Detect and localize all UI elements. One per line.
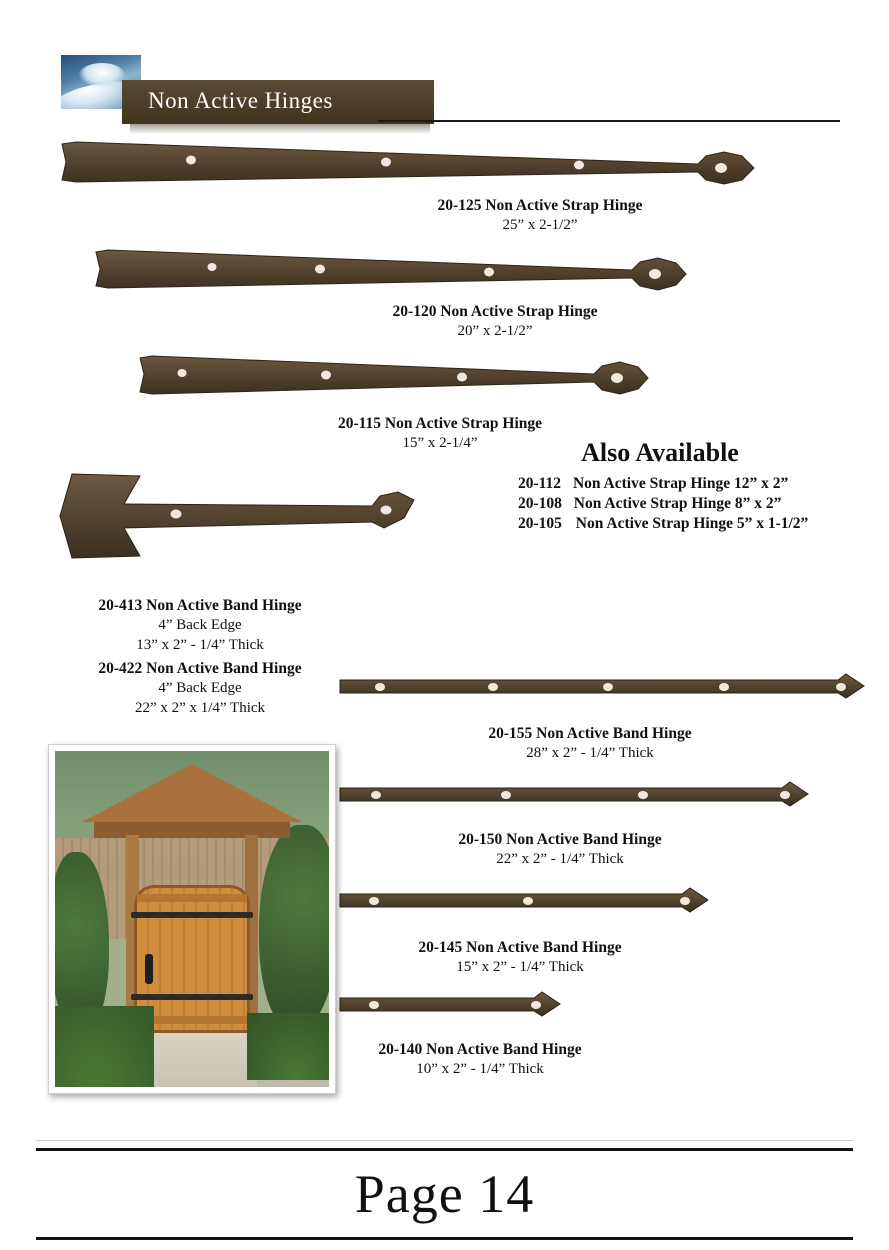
product-title: 20-150 Non Active Band Hinge [458,831,662,848]
product-code: 20-112 [518,475,562,492]
caption-20-120 [285,302,705,342]
product-back-edge: 4” Back Edge [158,617,242,634]
footer-divider [36,1140,853,1141]
caption-20-125 [330,196,750,236]
product-dimensions: 15” x 2-1/4” [402,435,478,452]
product-desc: Non Active Strap Hinge 8” x 2” [573,495,782,512]
product-dimensions: 15” x 2” - 1/4” Thick [456,959,584,976]
product-image-20-150 [338,780,818,818]
product-dimensions: 20” x 2-1/2” [457,323,533,340]
product-image-20-145 [338,886,718,924]
list-item [470,514,870,534]
list-item [470,474,870,494]
product-title: 20-140 Non Active Band Hinge [378,1041,582,1058]
product-dimensions: 25” x 2-1/2” [502,217,578,234]
product-image-20-125 [58,138,764,198]
also-available-heading: Also Available [581,438,739,467]
product-dimensions: 28” x 2” - 1/4” Thick [526,745,654,762]
gate-photo [55,751,329,1087]
product-dimensions: 13” x 2” - 1/4” Thick [136,637,264,654]
section-title: Non Active Hinges [148,88,333,113]
product-title: 20-115 Non Active Strap Hinge [337,415,543,432]
product-title: 20-155 Non Active Band Hinge [488,725,692,742]
product-title: 20-413 Non Active Band Hinge [98,597,302,614]
caption-20-422 [20,659,380,719]
product-title: 20-120 Non Active Strap Hinge [392,303,598,320]
product-back-edge: 4” Back Edge [158,680,242,697]
gate-photo-frame [48,744,336,1094]
section-title-banner [122,80,434,124]
product-image-20-140 [338,990,578,1028]
page-footer [36,1148,853,1240]
product-code: 20-105 [518,515,562,532]
product-title: 20-422 Non Active Band Hinge [98,660,302,677]
page-header [60,50,840,135]
product-image-20-155 [338,672,878,710]
product-dimensions: 10” x 2” - 1/4” Thick [416,1061,544,1078]
product-dimensions: 22” x 2” - 1/4” Thick [496,851,624,868]
caption-20-145 [300,938,740,978]
caption-20-150 [340,830,780,870]
product-dimensions: 22” x 2” x 1/4” Thick [134,700,266,717]
product-title: 20-125 Non Active Strap Hinge [437,197,643,214]
product-code: 20-108 [518,495,562,512]
product-title: 20-145 Non Active Band Hinge [418,939,622,956]
list-item [470,494,870,514]
banner-shadow [130,124,430,134]
also-available-block [470,438,870,534]
product-image-20-120 [92,246,692,302]
product-image-20-413 [54,470,424,580]
page-number: Page 14 [354,1164,535,1224]
caption-20-155 [370,724,810,764]
product-desc: Non Active Strap Hinge 5” x 1-1/2” [575,515,809,532]
header-rule [378,120,840,122]
also-available-list [470,474,870,534]
product-image-20-115 [136,352,652,406]
caption-20-413 [20,596,380,656]
product-desc: Non Active Strap Hinge 12” x 2” [572,475,789,492]
